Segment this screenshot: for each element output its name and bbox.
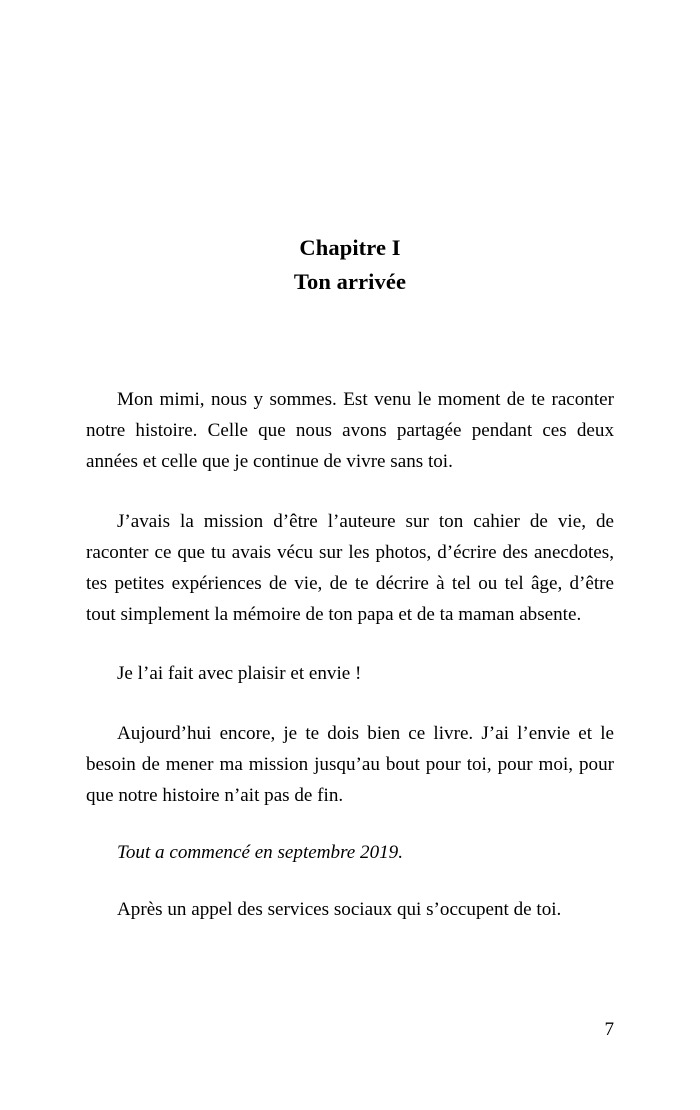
paragraph-6: Après un appel des services sociaux qui s’occupent de toi. <box>117 899 562 921</box>
paragraph-1: Mon mimi, nous y sommes. Est venu le moment de te raconter notre histoire. Celle que nous avons partagée pendant ces deux années et celle que je continue de vivre sans toi. <box>86 389 614 473</box>
chapter-number: Chapitre I <box>299 235 401 260</box>
chapter-heading <box>0 231 700 299</box>
paragraph-2: J’avais la mission d’être l’auteure sur ton cahier de vie, de raconter ce que tu avais vécu sur les photos, d’écrire des anecdotes, tes petites expériences de vie, de te décrire à tel ou tel âge, d’être tout simplement la mémoire de ton papa et de ta maman absente. <box>86 510 614 626</box>
body-text <box>86 384 614 926</box>
paragraph-4: Aujourd’hui encore, je te dois bien ce livre. J’ai l’envie et le besoin de mener ma mission jusqu’au bout pour toi, pour moi, pour que notre histoire n’ait pas de fin. <box>86 722 614 807</box>
page-number: 7 <box>604 1019 614 1040</box>
chapter-title: Ton arrivée <box>293 269 407 294</box>
paragraph-5-italic-date: Tout a commencé en septembre 2019. <box>117 842 403 864</box>
paragraph-3: Je l’ai fait avec plaisir et envie ! <box>117 663 362 685</box>
